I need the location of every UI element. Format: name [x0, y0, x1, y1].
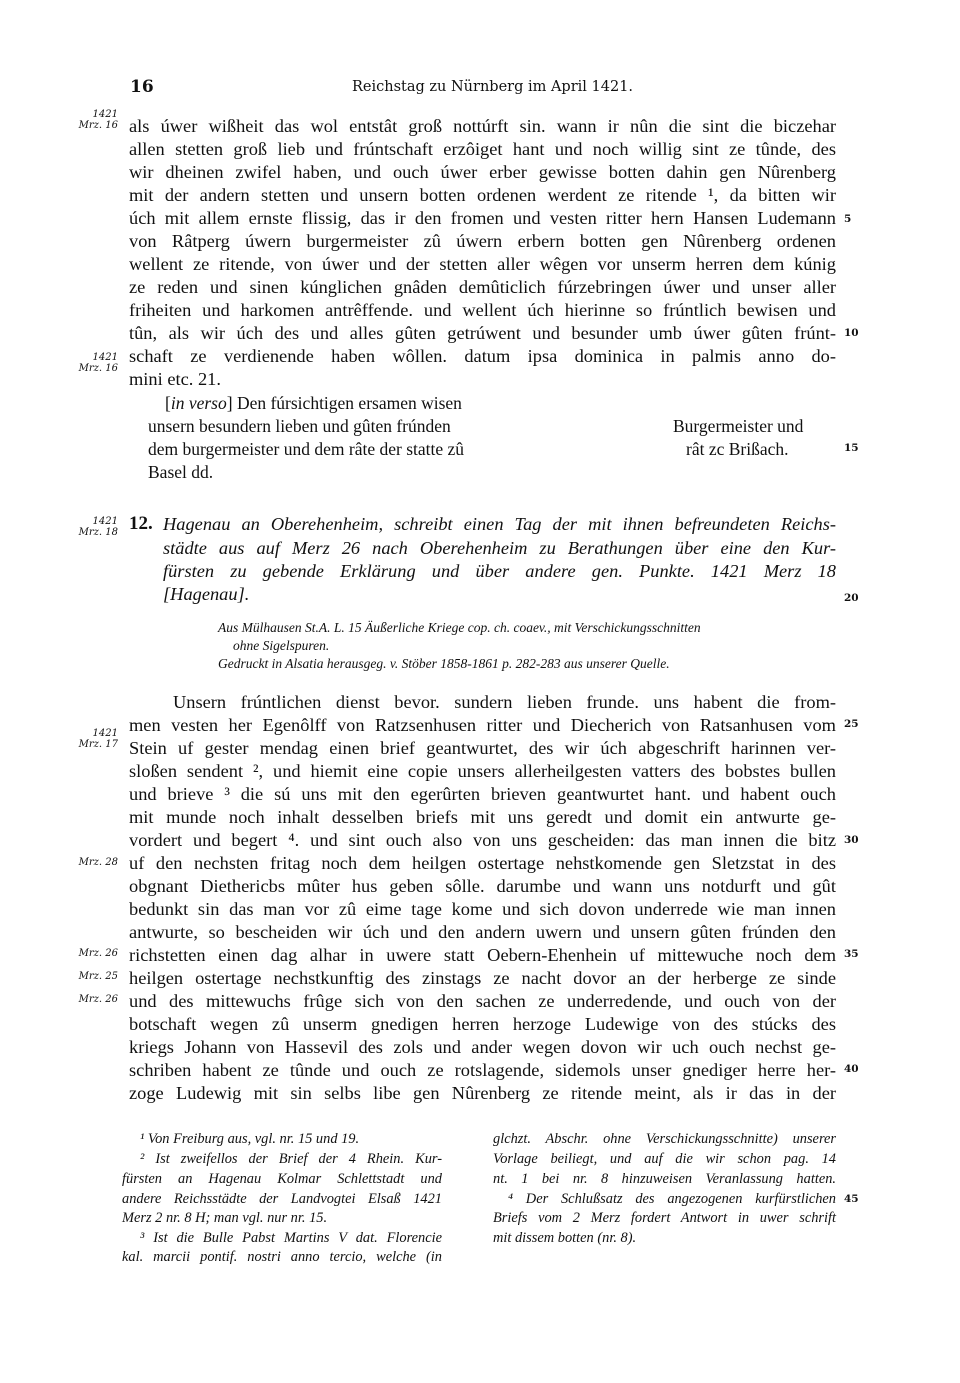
- footnote-line: andere Reichsstädte der Landvogtei Elsaß 1421: [122, 1191, 442, 1207]
- body-line: und des mittewuchs frûge sich von den sachen ze underredende, und ouch von der: [129, 991, 836, 1011]
- letter-line: wir dheinen zwifel haben, und ouch úwer erber gewisse botten dahin gen Nûrenberg: [129, 162, 836, 182]
- margin-note: Mrz. 26: [78, 948, 118, 959]
- address-line: unsern besundern lieben und gûten frúnden: [148, 416, 451, 436]
- body-line: uf den nechsten fritag noch dem heilgen ostertage nehstkomende gen Sletzstat in des: [129, 853, 836, 873]
- body-line: schriben habent ze tûnde und ouch ze rotslagende, sidemols unser gnediger herre her-: [129, 1060, 836, 1080]
- letter-line: von Râtperg úwern burgermeister zû úwern erbern botten gen Nûrenberg ordenen: [129, 231, 836, 251]
- document-heading-line: [Hagenau].: [163, 584, 250, 604]
- margin-note: Mrz. 26: [78, 994, 118, 1005]
- letter-line: wellent ze ritende, von úwer und der stetten aller wêgen vor unserm herren dem kúnig: [129, 254, 836, 274]
- body-line: kriegs Johann von Hassevil des zols und ander wegen dovon wir uch ouch nechst ge-: [129, 1037, 836, 1057]
- body-line: mit munde noch inhalt desselben briefs mit uns geredt und domit ein antwurte ge-: [129, 807, 836, 827]
- footnote-line: glchzt. Abschr. ohne Verschickungsschnitte) unserer: [493, 1131, 836, 1147]
- source-line: ohne Sigelspuren.: [233, 638, 330, 653]
- footnote-line: Merz 2 nr. 8 H; man vgl. nur nr. 15.: [122, 1210, 328, 1226]
- letter-line: ze reden und sinen kúnglichen gnâden demûticlich fúrzebringen úwer und unser aller: [129, 277, 836, 297]
- source-line: Aus Mülhausen St.A. L. 15 Äußerliche Kriege cop. ch. coaev., mit Verschickungsschnitten: [218, 620, 701, 635]
- margin-note: 1421 Mrz. 17: [78, 728, 118, 750]
- letter-line: mit der andern stetten und unsern botten ordenen werdent ze ritende ¹, da bitten wir: [129, 185, 836, 205]
- address-line: [in verso] Den fúrsichtigen ersamen wisen: [165, 393, 462, 413]
- body-line: men vesten her Egenôlff von Ratzsenhusen ritter und Diecherich von Ratsanhusen vom: [129, 715, 836, 735]
- document-heading-line: städte aus auf Merz 26 nach Oberehenheim zu Berathungen über eine den Kur-: [163, 538, 836, 558]
- sender-line: rât zc Brißach.: [686, 439, 789, 459]
- footnote-line: ¹ Von Freiburg aus, vgl. nr. 15 und 19.: [140, 1131, 360, 1147]
- line-number: 30: [844, 834, 859, 846]
- body-line: sloßen sendent ², und hiemit eine copie unsers allerheilgesten vatters des bobstes bullen: [129, 761, 836, 781]
- document-heading-line: fürsten zu gebende Erklärung und über andere gen. Punkte. 1421 Merz 18: [163, 561, 836, 581]
- body-line: obgnant Diethericbs mûter hus geben sôlle. darumbe und wann uns notdurft und gût: [129, 876, 836, 896]
- body-line: antwurte, so bescheiden wir úch und den andern uwern und unsern gûten frúnden den: [129, 922, 836, 942]
- footnote-line: nt. 1 bei nr. 8 hinzuweisen Veranlassung hatten.: [493, 1171, 836, 1187]
- source-line: Gedruckt in Alsatia herausgeg. v. Stöber 1858-1861 p. 282-283 aus unserer Quelle.: [218, 656, 670, 671]
- line-number: 5: [844, 213, 852, 225]
- body-line: Stein uf gester mendag einen brief geantwurtet, des wir úch abgeschrift harinnen ver-: [129, 738, 836, 758]
- letter-line: schaft ze verdienende haben wôllen. datum ipsa dominica in palmis anno do-: [129, 346, 836, 366]
- line-number: 10: [844, 327, 859, 339]
- margin-note: 1421 Mrz. 16: [78, 109, 118, 131]
- running-title: Reichstag zu Nürnberg im April 1421.: [352, 79, 634, 95]
- footnote-line: ² Ist zweifellos der Brief der 4 Rhein. Kur-: [140, 1151, 442, 1167]
- document-number: 12.: [129, 513, 153, 534]
- footnote-line: kal. marcii pontif. nostri anno tercio, welche (in: [122, 1249, 442, 1265]
- letter-line: friheiten und harkomen antrêffende. und wellent úch hierinne so frúntlich bewisen und: [129, 300, 836, 320]
- body-line: vordert und begert ⁴. und sint ouch also von uns gescheiden: das man innen die bitz: [129, 830, 836, 850]
- sender-line: Burgermeister und: [673, 416, 804, 436]
- margin-note: Mrz. 25: [78, 971, 118, 982]
- margin-note: Mrz. 28: [78, 857, 118, 868]
- letter-line: tûn, als wir úch des und alles gûten getrúwent und besunder umb úwer gûten frúnt-: [129, 323, 836, 343]
- footnote-line: Briefs vom 2 Merz fordert Antwort in uwer schrift: [493, 1210, 836, 1226]
- footnote-line: ⁴ Der Schlußsatz des angezogenen kurfürstlichen: [508, 1191, 836, 1207]
- line-number: 20: [844, 592, 859, 604]
- footnote-line: mit dissem botten (nr. 8).: [493, 1230, 637, 1246]
- letter-line: allen stetten groß lieb und frúntschaft erzôiget hant und noch willig sint ze tûnde, des: [129, 139, 836, 159]
- body-line: und brieve ³ die sú uns mit den egerûrten brieven geantwurtet hant. und habent ouch: [129, 784, 836, 804]
- address-line: Basel dd.: [148, 462, 214, 482]
- body-line: bedunkt sin das man vor zû eime tage kome und sich dovon underrede wie man innen: [129, 899, 836, 919]
- address-line: dem burgermeister und dem râte der statte zû: [148, 439, 465, 459]
- body-line: zoge Ludewig mit sin selbs libe gen Nûrenberg ze ritende meint, als ir das in der: [129, 1083, 836, 1103]
- margin-note: 1421 Mrz. 16: [78, 352, 118, 374]
- line-number: 25: [844, 718, 859, 730]
- line-number: 40: [844, 1063, 859, 1075]
- line-number: 35: [844, 948, 859, 960]
- body-line: Unsern frúntlichen dienst bevor. sundern lieben frunde. uns habent die from-: [173, 692, 836, 712]
- letter-line: úch mit allem ernste flissig, das ir den fromen und vesten ritter hern Hansen Ludemann: [129, 208, 836, 228]
- footnote-line: fürsten an Hagenau Kolmar Schlettstadt und: [122, 1171, 442, 1187]
- page-number: 16: [130, 77, 154, 97]
- footnote-line: ³ Ist die Bulle Pabst Martins V dat. Florencie: [140, 1230, 442, 1246]
- letter-line: als úwer wißheit das wol entstât groß nottúrft sin. wann ir nûn die sint die biczehar: [129, 116, 836, 136]
- line-number: 15: [844, 442, 859, 454]
- margin-note: 1421 Mrz. 18: [78, 516, 118, 538]
- body-line: heilgen ostertage nechstkunftig des zinstags ze nacht dovor an der herberge ze sinde: [129, 968, 836, 988]
- document-heading-line: Hagenau an Oberehenheim, schreibt einen Tag der mit ihnen befreundeten Reichs-: [163, 514, 836, 534]
- line-number: 45: [844, 1193, 859, 1205]
- body-line: botschaft wegen zû unserm gnedigen herren herzoge Ludewige von des stúcks des: [129, 1014, 836, 1034]
- body-line: richstetten einen dag alhar in uwere statt Oebern-Ehenhein uf mittewuche noch dem: [129, 945, 836, 965]
- letter-line: mini etc. 21.: [129, 369, 221, 389]
- footnote-line: Vorlage beiliegt, und auf die wir schon pag. 14: [493, 1151, 836, 1167]
